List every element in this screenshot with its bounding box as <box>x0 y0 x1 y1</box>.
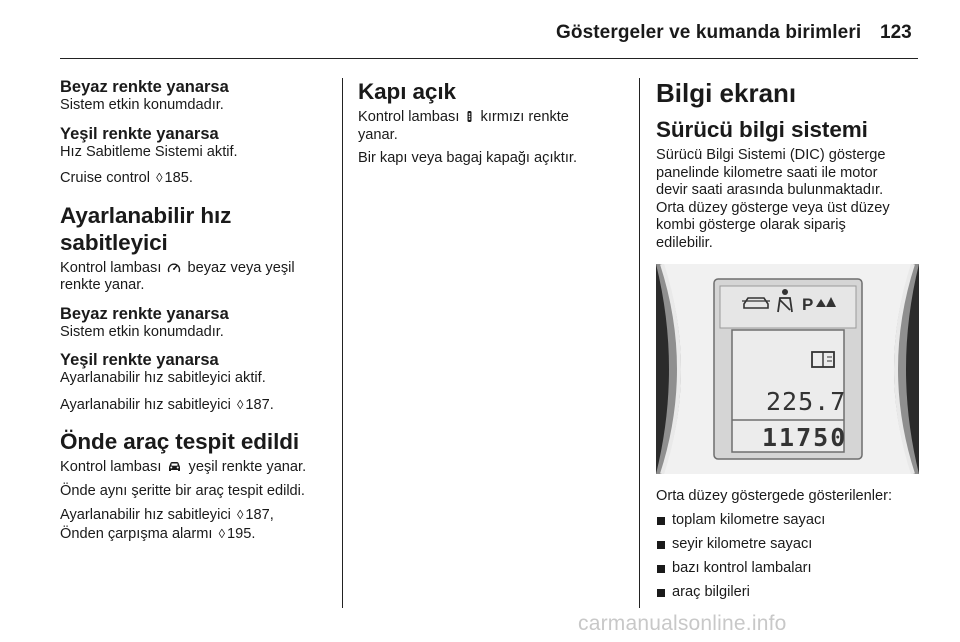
text-door-lamp: Kontrol lambası kırmızı renkte yanar. <box>358 109 569 143</box>
text-system-active: Sistem etkin konumdadır. <box>60 97 224 113</box>
ref-collision-alert[interactable]: Önden çarpışma alarmı ◊ 195. <box>60 525 256 542</box>
paragraph-line: Orta düzey gösterge veya üst düzey <box>656 199 890 216</box>
vehicle-ahead-lamp-icon <box>167 461 182 473</box>
paragraph-line: edilebilir. <box>656 234 713 251</box>
ref-adaptive-cruise[interactable]: Ayarlanabilir hız sabitleyici ◊ 187. <box>60 396 274 413</box>
paragraph-line: kombi gösterge olarak sipariş <box>656 217 846 233</box>
list-item: seyir kilometre sayacı <box>656 536 922 554</box>
column-divider-2 <box>639 78 640 608</box>
trip-odometer-value: 225.7 <box>766 387 847 416</box>
svg-text:P: P <box>802 295 814 314</box>
paragraph-line: Sürücü Bilgi Sistemi (DIC) gösterge <box>656 147 886 163</box>
page-ref-icon: ◊ <box>156 170 163 185</box>
column-left <box>60 78 332 543</box>
heading-driver-info-system: Sürücü bilgi sistemi <box>656 117 868 142</box>
heading-green-light: Yeşil renkte yanarsa <box>60 124 219 143</box>
text-door-open-desc: Bir kapı veya bagaj kapağı açıktır. <box>358 150 578 166</box>
list-item: bazı kontrol lambaları <box>656 560 922 578</box>
page-ref-icon: ◊ <box>236 396 244 412</box>
heading-info-display: Bilgi ekranı <box>656 78 797 108</box>
watermark: carmanualsonline.info <box>578 612 787 635</box>
bullet-icon <box>657 565 665 573</box>
dic-paragraph <box>656 147 922 252</box>
text-adaptive-active: Ayarlanabilir hız sabitleyici aktif. <box>60 370 266 386</box>
displayed-items-list <box>656 512 922 602</box>
page-header-title: Göstergeler ve kumanda birimleri <box>556 22 862 43</box>
column-middle <box>358 78 620 168</box>
text-cruise-active: Hız Sabitleme Sistemi aktif. <box>60 143 238 160</box>
text-system-active-2: Sistem etkin konumdadır. <box>60 323 224 340</box>
page-number: 123 <box>880 22 912 43</box>
heading-green-light-2: Yeşil renkte yanarsa <box>60 351 219 369</box>
list-item: toplam kilometre sayacı <box>656 512 922 530</box>
bullet-icon <box>657 541 665 549</box>
bullet-icon <box>657 589 665 597</box>
ref-adaptive-cruise-2[interactable]: Ayarlanabilir hız sabitleyici ◊ 187, <box>60 507 274 523</box>
heading-white-light: Beyaz renkte yanarsa <box>60 78 229 96</box>
ref-cruise-control[interactable]: Cruise control ◊ 185. <box>60 170 193 186</box>
list-item: araç bilgileri <box>656 584 922 602</box>
column-divider-1 <box>342 78 343 608</box>
header-divider <box>60 58 918 59</box>
heading-adaptive-cruise: Ayarlanabilir hız sabitleyici <box>60 202 232 255</box>
heading-white-light-2: Beyaz renkte yanarsa <box>60 304 229 323</box>
door-open-lamp-icon <box>465 110 474 123</box>
adaptive-cruise-lamp-icon <box>167 262 181 274</box>
cluster-illustration <box>656 264 919 474</box>
page-ref-icon: ◊ <box>218 525 225 541</box>
heading-door-open: Kapı açık <box>358 79 456 104</box>
heading-vehicle-ahead: Önde araç tespit edildi <box>60 429 300 454</box>
page-ref-icon: ◊ <box>236 507 244 522</box>
paragraph-line: panelinde kilometre saati ile motor <box>656 164 878 181</box>
total-odometer-value: 11750 <box>762 423 848 452</box>
text-vehicle-lamp: Kontrol lambası yeşil renkte yanar. <box>60 459 307 475</box>
text-adaptive-lamp: Kontrol lambası beyaz veya yeşil renkte yanar. <box>60 259 295 293</box>
bullet-icon <box>657 517 665 525</box>
list-intro: Orta düzey göstergede gösterilenler: <box>656 488 893 504</box>
instrument-cluster-figure <box>656 264 919 474</box>
paragraph-line: devir saati arasında bulunmaktadır. <box>656 182 884 198</box>
column-right <box>656 78 922 608</box>
text-vehicle-detected: Önde aynı şeritte bir araç tespit edildi. <box>60 482 305 499</box>
